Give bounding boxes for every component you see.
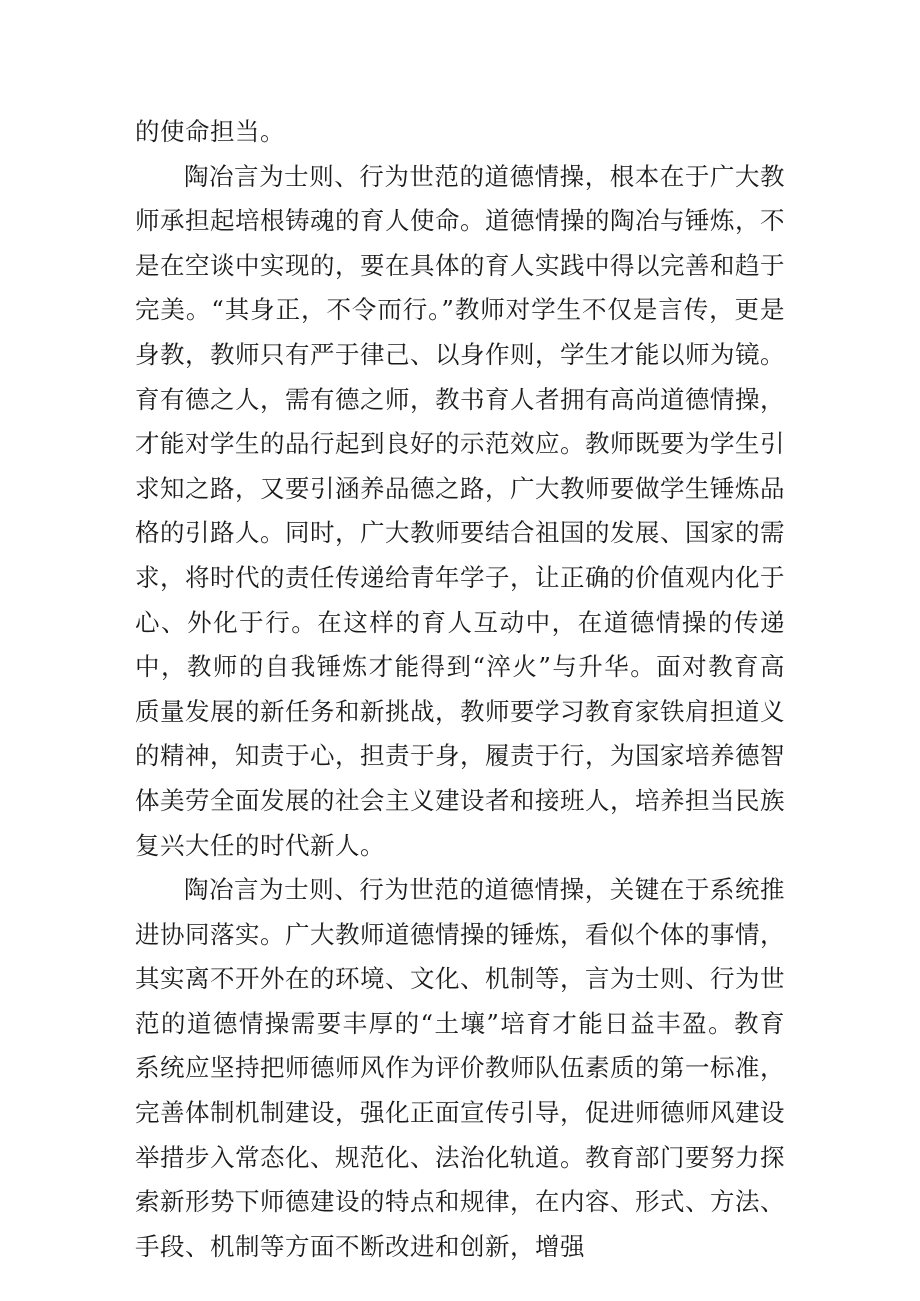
paragraph-fundamental: 陶冶言为士则、行为世范的道德情操，根本在于广大教师承担起培根铸魂的育人使命。道德情操的陶冶与锤炼，不是在空谈中实现的，要在具体的育人实践中得以完善和趋于完美。“其身正，不令而行。”教师对学生不仅是言传，更是身教，教师只有严于律己、以身作则，学生才能以师为镜。育有德之人，需有德之师，教书育人者拥有高尚道德情操，才能对学生的品行起到良好的示范效应。教师既要为学生引求知之路，又要引涵养品德之路，广大教师要做学生锤炼品格的引路人。同时，广大教师要结合祖国的发展、国家的需求，将时代的责任传递给青年学子，让正确的价值观内化于心、外化于行。在这样的育人互动中，在道德情操的传递中，教师的自我锤炼才能得到“淬火”与升华。面对教育高质量发展的新任务和新挑战，教师要学习教育家铁肩担道义的精神，知责于心，担责于身，履责于行，为国家培养德智体美劳全面发展的社会主义建设者和接班人，培养担当民族复兴大任的时代新人。 — [135, 161, 785, 860]
document-body — [135, 110, 785, 1269]
paragraph-continuation: 的使命担当。 — [135, 117, 285, 146]
paragraph-key: 陶冶言为士则、行为世范的道德情操，关键在于系统推进协同落实。广大教师道德情操的锤炼，看似个体的事情，其实离不开外在的环境、文化、机制等，言为士则、行为世范的道德情操需要丰厚的“土壤”培育才能日益丰盈。教育系统应坚持把师德师风作为评价教师队伍素质的第一标准，完善体制机制建设，强化正面宣传引导，促进师德师风建设举措步入常态化、规范化、法治化轨道。教育部门要努力探索新形势下师德建设的特点和规律，在内容、形式、方法、手段、机制等方面不断改进和创新，增强 — [135, 875, 785, 1261]
